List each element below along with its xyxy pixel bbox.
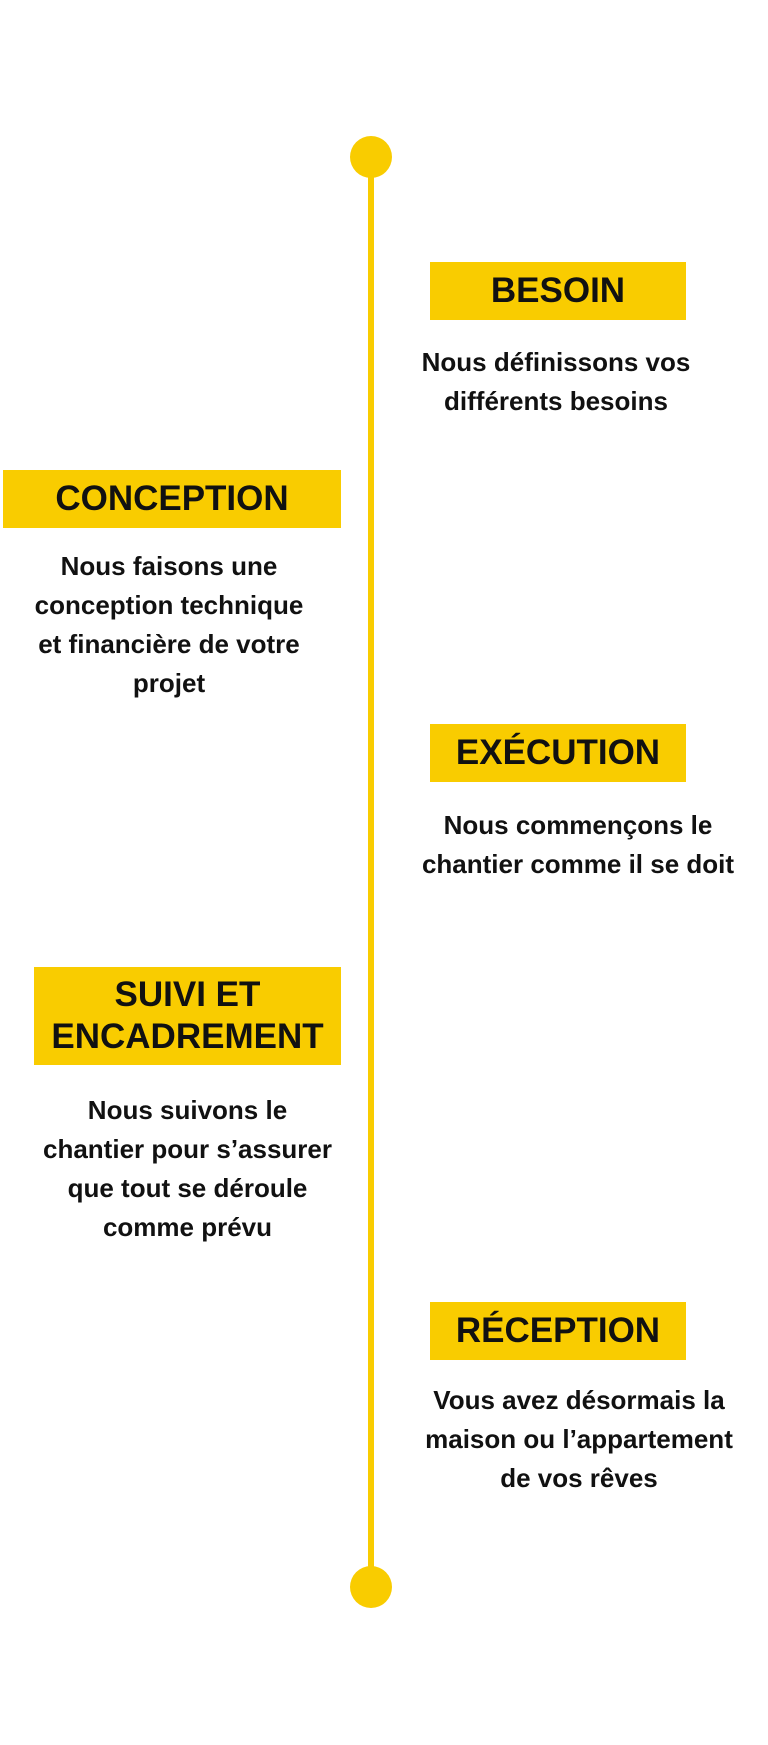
- step-title-suivi: SUIVI ET ENCADREMENT: [34, 967, 341, 1065]
- step-description-suivi: Nous suivons le chantier pour s’assurer que tout se déroule comme prévu: [43, 1095, 332, 1242]
- step-title-reception: RÉCEPTION: [430, 1302, 686, 1360]
- step-title-besoin: BESOIN: [430, 262, 686, 320]
- timeline-end-dot: [350, 1566, 392, 1608]
- timeline-start-dot: [350, 136, 392, 178]
- timeline-line: [368, 156, 374, 1586]
- step-title-execution: EXÉCUTION: [430, 724, 686, 782]
- step-description-execution: Nous commençons le chantier comme il se doit: [421, 810, 735, 879]
- step-title-conception: CONCEPTION: [3, 470, 341, 528]
- step-description-besoin: Nous définissons vos différents besoins: [421, 347, 691, 416]
- step-description-conception: Nous faisons une conception technique et financière de votre projet: [34, 551, 304, 698]
- step-description-reception: Vous avez désormais la maison ou l’appartement de vos rêves: [425, 1385, 733, 1493]
